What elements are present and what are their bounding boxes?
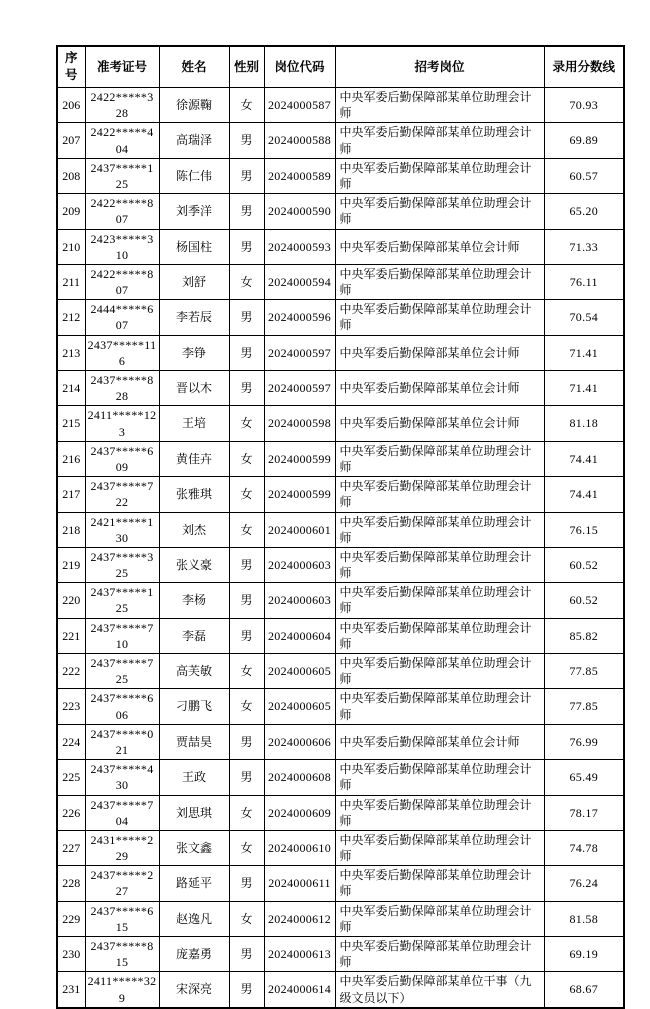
table-cell: 81.18 [544,406,624,441]
table-cell: 2411*****123 [85,406,159,441]
table-row [57,689,624,724]
table-row [57,264,624,299]
table-cell: 男 [229,371,264,406]
table-cell: 85.82 [544,618,624,653]
table-row [57,441,624,476]
table-row [57,654,624,689]
table-cell: 65.20 [544,194,624,229]
table-cell: 78.17 [544,795,624,830]
table-cell: 2024000613 [264,937,335,972]
table-cell: 中央军委后勤保障部某单位助理会计师 [335,88,544,123]
table-cell: 王政 [159,760,229,795]
table-cell: 70.93 [544,88,624,123]
table-cell: 2437*****828 [85,371,159,406]
table-cell: 中央军委后勤保障部某单位干事（九级文员以下） [335,972,544,1008]
table-cell: 男 [229,583,264,618]
table-cell: 209 [57,194,85,229]
admission-score-table [56,45,625,1009]
table-cell: 71.41 [544,371,624,406]
column-header: 岗位代码 [264,46,335,88]
table-cell: 女 [229,406,264,441]
table-cell: 77.85 [544,689,624,724]
table-cell: 2437*****325 [85,547,159,582]
table-cell: 晋以木 [159,371,229,406]
table-cell: 中央军委后勤保障部某单位助理会计师 [335,654,544,689]
table-cell: 中央军委后勤保障部某单位会计师 [335,724,544,759]
table-cell: 2437*****125 [85,158,159,193]
table-row [57,335,624,370]
table-cell: 男 [229,123,264,158]
table-cell: 2024000604 [264,618,335,653]
column-header: 招考岗位 [335,46,544,88]
table-row [57,618,624,653]
table-cell: 207 [57,123,85,158]
table-cell: 刘杰 [159,512,229,547]
table-cell: 2024000609 [264,795,335,830]
table-cell: 2024000605 [264,689,335,724]
table-cell: 76.11 [544,264,624,299]
table-cell: 2024000593 [264,229,335,264]
table-cell: 60.52 [544,547,624,582]
table-cell: 中央军委后勤保障部某单位助理会计师 [335,689,544,724]
table-row [57,477,624,512]
table-cell: 70.54 [544,300,624,335]
table-cell: 中央军委后勤保障部某单位会计师 [335,406,544,441]
table-cell: 刘季洋 [159,194,229,229]
table-row [57,830,624,865]
table-cell: 2024000603 [264,583,335,618]
table-cell: 74.41 [544,441,624,476]
table-cell: 2024000587 [264,88,335,123]
table-cell: 2024000608 [264,760,335,795]
table-cell: 中央军委后勤保障部某单位会计师 [335,371,544,406]
table-cell: 81.58 [544,901,624,936]
table-cell: 女 [229,477,264,512]
table-cell: 男 [229,760,264,795]
table-cell: 女 [229,830,264,865]
table-cell: 男 [229,229,264,264]
column-header: 性别 [229,46,264,88]
table-cell: 女 [229,512,264,547]
table-cell: 中央军委后勤保障部某单位助理会计师 [335,158,544,193]
table-cell: 贾喆昊 [159,724,229,759]
table-cell: 217 [57,477,85,512]
table-cell: 2024000612 [264,901,335,936]
table-row [57,583,624,618]
table-cell: 223 [57,689,85,724]
table-cell: 2422*****807 [85,194,159,229]
table-cell: 高芙敏 [159,654,229,689]
table-cell: 中央军委后勤保障部某单位助理会计师 [335,830,544,865]
table-cell: 2437*****710 [85,618,159,653]
table-cell: 2024000594 [264,264,335,299]
table-cell: 2024000590 [264,194,335,229]
table-cell: 218 [57,512,85,547]
table-row [57,371,624,406]
table-cell: 中央军委后勤保障部某单位会计师 [335,229,544,264]
table-cell: 69.89 [544,123,624,158]
table-cell: 李若辰 [159,300,229,335]
table-cell: 张文鑫 [159,830,229,865]
table-cell: 2437*****606 [85,689,159,724]
table-cell: 中央军委后勤保障部某单位会计师 [335,335,544,370]
table-row [57,123,624,158]
table-cell: 中央军委后勤保障部某单位助理会计师 [335,901,544,936]
table-cell: 男 [229,866,264,901]
table-cell: 65.49 [544,760,624,795]
table-cell: 2437*****430 [85,760,159,795]
column-header: 序号 [57,46,85,88]
table-row [57,866,624,901]
table-cell: 222 [57,654,85,689]
table-cell: 2437*****021 [85,724,159,759]
table-cell: 2437*****227 [85,866,159,901]
table-cell: 女 [229,901,264,936]
table-cell: 李铮 [159,335,229,370]
table-cell: 女 [229,654,264,689]
table-cell: 李杨 [159,583,229,618]
table-cell: 中央军委后勤保障部某单位助理会计师 [335,937,544,972]
table-cell: 2024000599 [264,477,335,512]
table-cell: 2437*****116 [85,335,159,370]
table-cell: 216 [57,441,85,476]
table-cell: 229 [57,901,85,936]
table-cell: 中央军委后勤保障部某单位助理会计师 [335,866,544,901]
table-row [57,158,624,193]
table-cell: 中央军委后勤保障部某单位助理会计师 [335,512,544,547]
table-cell: 227 [57,830,85,865]
table-row [57,406,624,441]
table-cell: 2024000610 [264,830,335,865]
table-cell: 2444*****607 [85,300,159,335]
table-cell: 228 [57,866,85,901]
table-cell: 212 [57,300,85,335]
table-cell: 男 [229,618,264,653]
table-cell: 庞嘉勇 [159,937,229,972]
table-cell: 2024000605 [264,654,335,689]
table-cell: 208 [57,158,85,193]
table-row [57,88,624,123]
table-cell: 男 [229,972,264,1008]
table-cell: 张雅琪 [159,477,229,512]
table-row [57,972,624,1008]
table-cell: 2437*****704 [85,795,159,830]
table-cell: 2422*****404 [85,123,159,158]
table-cell: 李磊 [159,618,229,653]
table-cell: 女 [229,795,264,830]
table-cell: 214 [57,371,85,406]
table-cell: 2024000596 [264,300,335,335]
table-cell: 206 [57,88,85,123]
table-cell: 2024000597 [264,371,335,406]
table-cell: 2024000599 [264,441,335,476]
table-cell: 215 [57,406,85,441]
table-row [57,795,624,830]
table-cell: 中央军委后勤保障部某单位助理会计师 [335,300,544,335]
table-cell: 中央军委后勤保障部某单位助理会计师 [335,441,544,476]
table-cell: 中央军委后勤保障部某单位助理会计师 [335,795,544,830]
table-cell: 219 [57,547,85,582]
table-cell: 69.19 [544,937,624,972]
table-row [57,229,624,264]
table-row [57,194,624,229]
table-cell: 中央军委后勤保障部某单位助理会计师 [335,547,544,582]
table-cell: 杨国柱 [159,229,229,264]
table-cell: 刁鹏飞 [159,689,229,724]
table-cell: 77.85 [544,654,624,689]
table-cell: 2024000598 [264,406,335,441]
table-cell: 2437*****609 [85,441,159,476]
table-row [57,937,624,972]
table-cell: 60.57 [544,158,624,193]
table-cell: 陈仁伟 [159,158,229,193]
table-cell: 女 [229,441,264,476]
table-cell: 男 [229,335,264,370]
table-cell: 中央军委后勤保障部某单位助理会计师 [335,760,544,795]
table-cell: 张义豪 [159,547,229,582]
table-cell: 女 [229,264,264,299]
table-cell: 刘舒 [159,264,229,299]
table-cell: 2024000588 [264,123,335,158]
column-header: 录用分数线 [544,46,624,88]
table-cell: 2024000601 [264,512,335,547]
table-row [57,300,624,335]
table-body [57,88,624,1008]
table-cell: 226 [57,795,85,830]
table-cell: 男 [229,937,264,972]
table-cell: 213 [57,335,85,370]
table-cell: 男 [229,194,264,229]
table-cell: 2421*****130 [85,512,159,547]
table-cell: 211 [57,264,85,299]
table-cell: 中央军委后勤保障部某单位助理会计师 [335,477,544,512]
table-cell: 男 [229,158,264,193]
table-cell: 2431*****229 [85,830,159,865]
table-cell: 76.15 [544,512,624,547]
table-cell: 74.41 [544,477,624,512]
table-cell: 2024000606 [264,724,335,759]
table-cell: 74.78 [544,830,624,865]
table-row [57,512,624,547]
table-cell: 76.24 [544,866,624,901]
table-cell: 2423*****310 [85,229,159,264]
table-cell: 男 [229,547,264,582]
table-cell: 2437*****125 [85,583,159,618]
table-cell: 2437*****722 [85,477,159,512]
table-cell: 60.52 [544,583,624,618]
table-cell: 高瑞泽 [159,123,229,158]
table-row [57,724,624,759]
table-cell: 王培 [159,406,229,441]
table-cell: 68.67 [544,972,624,1008]
table-cell: 中央军委后勤保障部某单位助理会计师 [335,618,544,653]
table-cell: 2411*****329 [85,972,159,1008]
table-cell: 黄佳卉 [159,441,229,476]
table-cell: 2024000597 [264,335,335,370]
table-cell: 221 [57,618,85,653]
table-cell: 女 [229,88,264,123]
table-cell: 220 [57,583,85,618]
table-row [57,547,624,582]
table-cell: 224 [57,724,85,759]
table-cell: 中央军委后勤保障部某单位助理会计师 [335,583,544,618]
table-cell: 2024000611 [264,866,335,901]
table-row [57,760,624,795]
column-header: 姓名 [159,46,229,88]
table-cell: 路延平 [159,866,229,901]
table-cell: 2024000614 [264,972,335,1008]
table-cell: 男 [229,300,264,335]
table-cell: 225 [57,760,85,795]
table-cell: 210 [57,229,85,264]
header-row [57,46,624,88]
table-cell: 2437*****725 [85,654,159,689]
table-cell: 71.33 [544,229,624,264]
table-cell: 2437*****615 [85,901,159,936]
table-cell: 2422*****807 [85,264,159,299]
table-cell: 230 [57,937,85,972]
table-cell: 女 [229,689,264,724]
table-cell: 刘思琪 [159,795,229,830]
table-cell: 2024000603 [264,547,335,582]
table-cell: 男 [229,724,264,759]
table-cell: 2437*****815 [85,937,159,972]
column-header: 准考证号 [85,46,159,88]
table-cell: 71.41 [544,335,624,370]
table-cell: 231 [57,972,85,1008]
table-cell: 赵逸凡 [159,901,229,936]
table-cell: 2422*****328 [85,88,159,123]
table-cell: 宋深亮 [159,972,229,1008]
table-cell: 徐源鞠 [159,88,229,123]
table-cell: 76.99 [544,724,624,759]
table-cell: 中央军委后勤保障部某单位助理会计师 [335,264,544,299]
table-cell: 中央军委后勤保障部某单位助理会计师 [335,194,544,229]
table-cell: 2024000589 [264,158,335,193]
table-cell: 中央军委后勤保障部某单位助理会计师 [335,123,544,158]
